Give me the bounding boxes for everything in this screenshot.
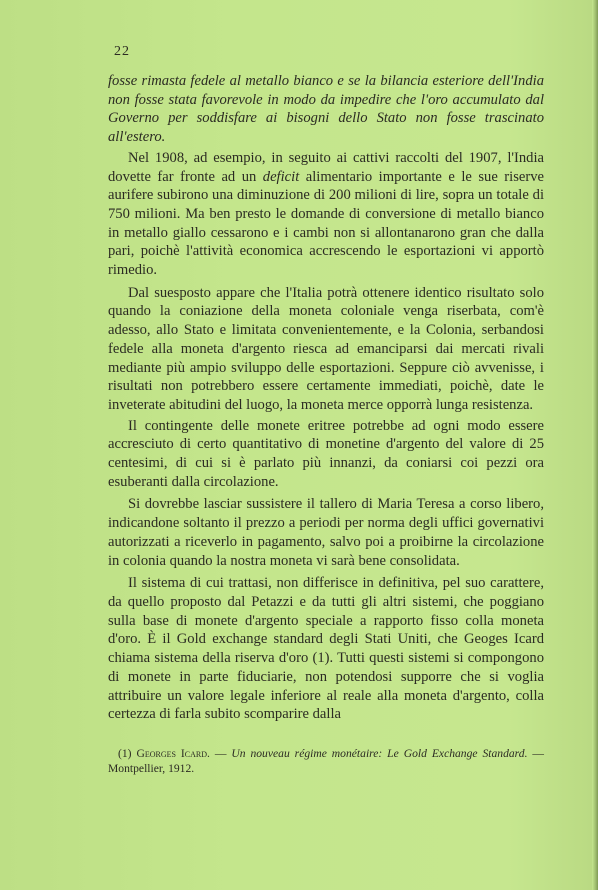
page-edge-shadow: [592, 0, 598, 890]
paragraph-1-emphasis: deficit: [262, 168, 300, 185]
footnote-dash: —: [209, 747, 232, 760]
footnote-title: Un nouveau régime monétaire: Le Gold Exchange Standard.: [231, 747, 528, 760]
paragraph-1-text-a: Nel 1908, ad esempio, in seguito ai cattivi raccolti del 1907, l'India dovette far fronte ad un: [108, 149, 544, 185]
paragraph-2: Dal suesposto appare che l'Italia potrà ottenere identico risultato solo quando la coniazione della moneta coloniale venga riserbata, com'è adesso, allo Stato e limitata convenientemente, e la Colonia, serbandosi fedele alla moneta d'argento riesca ad emanciparsi dai mercati rivali mediante più ampio sviluppo delle esportazioni. Seppure ciò avvenisse, i risultati non potrebbero essere certamente immediati, poichè, date le inveterate abitudini del luogo, la moneta merce opporrà lunga resistenza.: [108, 284, 544, 413]
footnote-author: Georges Icard.: [136, 747, 210, 760]
paragraph-3: Il contingente delle monete eritree potrebbe ad ogni modo essere accresciuto di certo quantitativo di monetine d'argento del valore di 25 centesimi, di cui si è parlato più innanzi, da coniarsi coi pezzi ora esuberanti dalla circolazione.: [108, 417, 544, 490]
page-number: 22: [114, 44, 130, 59]
page-body: [108, 72, 544, 724]
paragraph-5: Il sistema di cui trattasi, non differisce in definitiva, pel suo carattere, da quello proposto dal Petazzi e da tutti gli altri sistemi, che poggiano sulla base di monete d'argento speciale a rapporto fisso colla moneta d'oro. È il Gold exchange standard degli Stati Uniti, che Geoges Icard chiama sistema della riserva d'oro (1). Tutti questi sistemi si compongono di monete in parte fiduciarie, non potendosi supporre che si voglia attribuire un valore legale inferiore al reale alla moneta d'argento, colla certezza di farla subito scomparire dalla: [108, 575, 544, 723]
footnote: [108, 746, 544, 776]
paragraph-1: [108, 149, 544, 280]
intro-paragraph: fosse rimasta fedele al metallo bianco e se la bilancia esteriore dell'India non fosse stata favorevole in modo da impedire che l'oro accumulato dal Governo per soddisfare ai bisogni dello Stato non fosse trascinato all'estero.: [108, 73, 544, 146]
paragraph-1-text-b: alimentario importante e le sue riserve aurifere subirono una diminuzione di 200 milioni di lire, sopra un totale di 750 milioni. Ma ben presto le domande di conversione di metallo bianco in metallo giallo cessarono e i cambi non si allontanarono gran che dalla pari, poichè l'attività economica accrescendo le esportazioni vi apportò rimedio.: [108, 168, 544, 279]
footnote-marker: (1): [118, 747, 132, 760]
paragraph-4: Si dovrebbe lasciar sussistere il tallero di Maria Teresa a corso libero, indicandone soltanto il prezzo a periodi per norma degli uffici governativi autorizzati a riceverlo in pagamento, salvo poi a proibirne la circolazione in colonia quando la nostra moneta vi sarà bene consolidata.: [108, 496, 544, 569]
footnote-publisher: — Montpellier, 1912.: [108, 747, 544, 775]
